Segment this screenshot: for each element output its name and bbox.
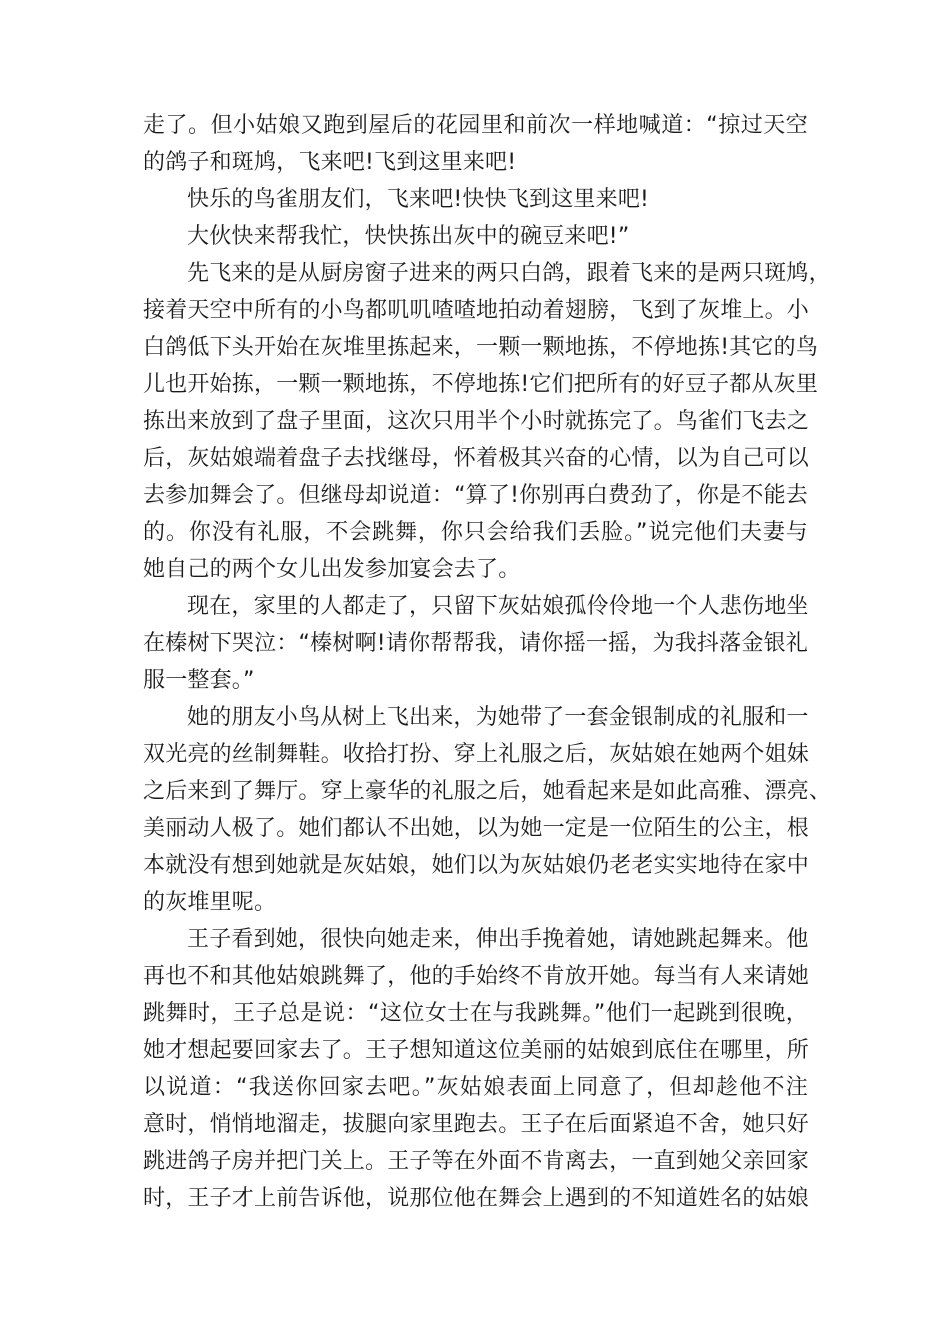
body-text (143, 107, 832, 1217)
text-line: 的鸽子和斑鸠，飞来吧!飞到这里来吧! (143, 150, 517, 175)
text-line: 大伙快来帮我忙，快快拣出灰中的碗豆来吧!” (187, 224, 630, 249)
text-line: 的灰堆里呢。 (143, 890, 277, 915)
text-line: 在榛树下哭泣：“榛树啊!请你帮帮我，请你摇一摇，为我抖落金银礼 (143, 631, 808, 656)
text-line: 意时，悄悄地溜走，拔腿向家里跑去。王子在后面紧追不舍，她只好 (143, 1112, 810, 1137)
text-line: 她的朋友小鸟从树上飞出来，为她带了一套金银制成的礼服和一 (187, 705, 809, 730)
text-line: 跳进鸽子房并把门关上。王子等在外面不肯离去，一直到她父亲回家 (143, 1149, 810, 1174)
text-line: 再也不和其他姑娘跳舞了，他的手始终不肯放开她。每当有人来请她 (143, 964, 810, 989)
paragraph (143, 107, 808, 181)
text-line: 她才想起要回家去了。王子想知道这位美丽的姑娘到底住在哪里，所 (143, 1038, 810, 1063)
text-line: 本就没有想到她就是灰姑娘，她们以为灰姑娘仍老老实实地待在家中 (143, 853, 810, 878)
text-line: 儿也开始拣，一颗一颗地拣，不停地拣!它们把所有的好豆子都从灰里 (143, 372, 819, 397)
text-line: 白鸽低下头开始在灰堆里拣起来，一颗一颗地拣，不停地拣!其它的鸟 (143, 335, 819, 360)
text-line: 双光亮的丝制舞鞋。收拾打扮、穿上礼服之后，灰姑娘在她两个姐妹 (143, 742, 810, 767)
text-line: 时，王子才上前告诉他，说那位他在舞会上遇到的不知道姓名的姑娘 (143, 1186, 810, 1211)
text-line: 的。你没有礼服，不会跳舞，你只会给我们丢脸。”说完他们夫妻与 (143, 520, 808, 545)
text-line: 现在，家里的人都走了，只留下灰姑娘孤伶伶地一个人悲伤地坐 (187, 594, 809, 619)
text-line: 去参加舞会了。但继母却说道：“算了!你别再白费劲了，你是不能去 (143, 483, 808, 508)
text-line: 接着天空中所有的小鸟都叽叽喳喳地拍动着翅膀，飞到了灰堆上。小 (143, 298, 810, 323)
paragraph (143, 588, 808, 699)
paragraph (143, 181, 808, 218)
paragraph (143, 218, 808, 255)
text-line: 美丽动人极了。她们都认不出她，以为她一定是一位陌生的公主，根 (143, 816, 810, 841)
text-line: 跳舞时，王子总是说：“这位女士在与我跳舞。”他们一起跳到很晚， (143, 1001, 808, 1026)
text-line: 王子看到她，很快向她走来，伸出手挽着她，请她跳起舞来。他 (187, 927, 809, 952)
text-line: 先飞来的是从厨房窗子进来的两只白鸽，跟着飞来的是两只斑鸠， (187, 261, 831, 286)
text-line: 之后来到了舞厅。穿上豪华的礼服之后，她看起来是如此高雅、漂亮、 (143, 779, 832, 804)
paragraph (143, 255, 831, 588)
text-line: 走了。但小姑娘又跑到屋后的花园里和前次一样地喊道：“掠过天空 (143, 113, 808, 138)
text-line: 服一整套。” (143, 668, 255, 693)
text-line: 快乐的鸟雀朋友们，飞来吧!快快飞到这里来吧! (187, 187, 650, 212)
text-line: 她自己的两个女儿出发参加宴会去了。 (143, 557, 521, 582)
paragraph (143, 699, 832, 921)
text-line: 拣出来放到了盘子里面，这次只用半个小时就拣完了。鸟雀们飞去之 (143, 409, 810, 434)
text-line: 后，灰姑娘端着盘子去找继母，怀着极其兴奋的心情，以为自己可以 (143, 446, 810, 471)
paragraph (143, 921, 808, 1217)
text-line: 以说道：“我送你回家去吧。”灰姑娘表面上同意了，但却趁他不注 (143, 1075, 808, 1100)
